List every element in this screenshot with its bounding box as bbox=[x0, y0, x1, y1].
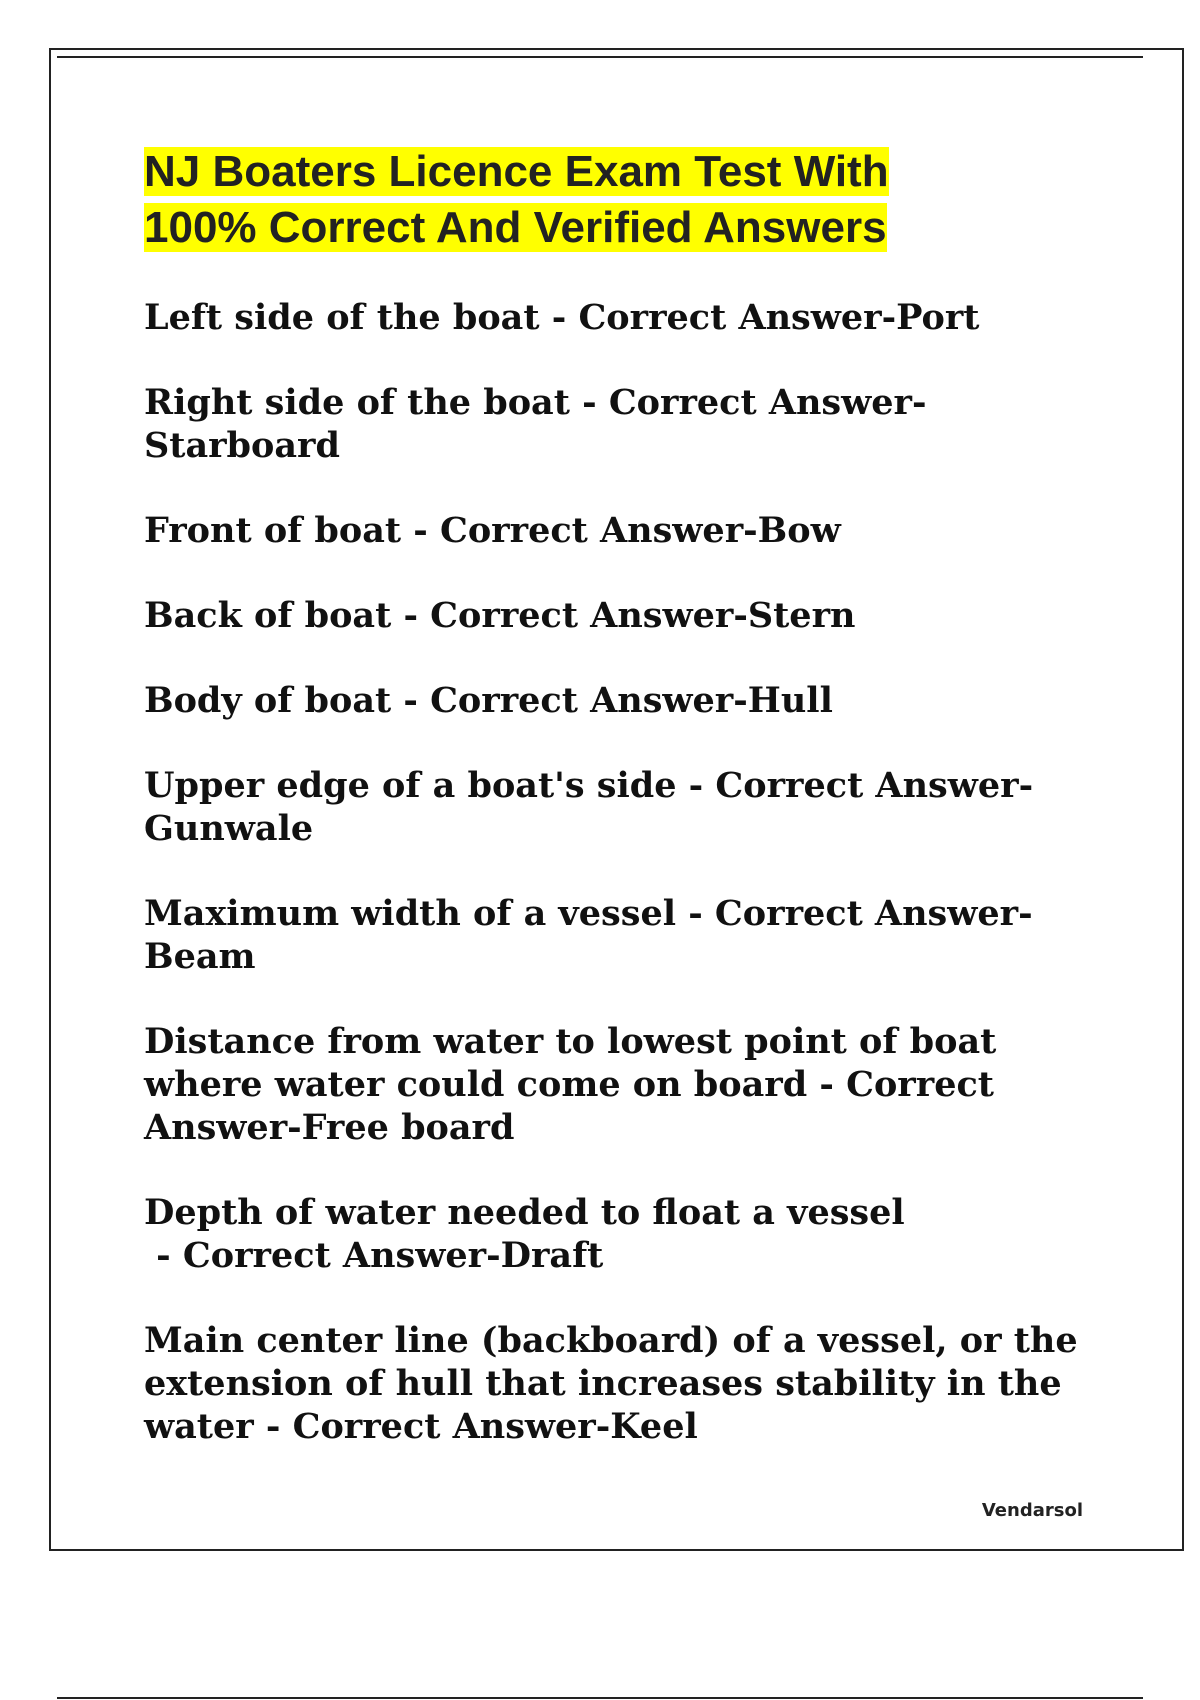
qa-item bbox=[144, 1191, 1084, 1277]
qa-list bbox=[144, 296, 1084, 1490]
qa-answer: Bow bbox=[757, 510, 841, 551]
qa-answer-prefix: Correct Answer- bbox=[430, 595, 748, 636]
qa-separator: - bbox=[391, 680, 431, 721]
qa-answer: Gunwale bbox=[144, 808, 314, 849]
qa-separator: - bbox=[144, 1235, 183, 1276]
qa-question: Distance from water to lowest point of boat where water could come on board bbox=[144, 1021, 997, 1105]
qa-answer: Hull bbox=[747, 680, 833, 721]
qa-separator: - bbox=[401, 510, 440, 551]
qa-answer: Keel bbox=[610, 1406, 698, 1447]
qa-answer: Port bbox=[896, 297, 980, 338]
qa-answer: Beam bbox=[144, 936, 256, 977]
qa-answer: Stern bbox=[747, 595, 856, 636]
title-line-2: 100% Correct And Verified Answers bbox=[144, 203, 887, 252]
qa-answer-prefix: Correct Answer- bbox=[430, 680, 748, 721]
qa-separator: - bbox=[676, 893, 715, 934]
qa-question: Left side of the boat bbox=[144, 297, 540, 338]
title-line-1: NJ Boaters Licence Exam Test With bbox=[144, 147, 889, 196]
qa-question: Back of boat bbox=[144, 595, 392, 636]
qa-item bbox=[144, 892, 1084, 978]
qa-separator: - bbox=[539, 297, 579, 338]
qa-item bbox=[144, 594, 1084, 637]
qa-answer: Starboard bbox=[144, 425, 340, 466]
qa-separator: - bbox=[807, 1064, 847, 1105]
footer-brand: Vendarsol bbox=[981, 1500, 1083, 1521]
qa-question: Depth of water needed to float a vessel bbox=[144, 1192, 905, 1233]
qa-item bbox=[144, 509, 1084, 552]
qa-answer-prefix: Correct Answer- bbox=[715, 765, 1034, 806]
qa-question: Front of boat bbox=[144, 510, 402, 551]
qa-separator: - bbox=[391, 595, 431, 636]
document-title bbox=[144, 144, 964, 256]
qa-separator: - bbox=[253, 1406, 293, 1447]
qa-question: Maximum width of a vessel bbox=[144, 893, 677, 934]
qa-separator: - bbox=[569, 382, 609, 423]
qa-item bbox=[144, 764, 1084, 850]
qa-answer-prefix: Correct Answer- bbox=[714, 893, 1033, 934]
qa-answer-prefix: Correct Answer- bbox=[578, 297, 897, 338]
qa-question: Body of boat bbox=[144, 680, 392, 721]
qa-answer-prefix: Correct Answer- bbox=[144, 1064, 994, 1148]
qa-question: Main center line (backboard) of a vessel, or the extension of hull that increases stability in the water bbox=[144, 1320, 1078, 1447]
qa-answer-prefix: Correct Answer- bbox=[292, 1406, 611, 1447]
qa-item bbox=[144, 679, 1084, 722]
qa-question: Upper edge of a boat's side bbox=[144, 765, 677, 806]
qa-answer-prefix: Correct Answer- bbox=[608, 382, 927, 423]
qa-answer: Free board bbox=[301, 1107, 515, 1148]
top-rule bbox=[57, 56, 1143, 58]
qa-question: Right side of the boat bbox=[144, 382, 570, 423]
qa-answer-prefix: Correct Answer- bbox=[182, 1235, 501, 1276]
qa-item bbox=[144, 296, 1084, 339]
qa-answer: Draft bbox=[500, 1235, 604, 1276]
qa-answer-prefix: Correct Answer- bbox=[439, 510, 758, 551]
qa-separator: - bbox=[676, 765, 716, 806]
bottom-rule bbox=[57, 1697, 1143, 1699]
qa-item bbox=[144, 1020, 1084, 1149]
qa-item bbox=[144, 381, 1084, 467]
qa-item bbox=[144, 1319, 1084, 1448]
